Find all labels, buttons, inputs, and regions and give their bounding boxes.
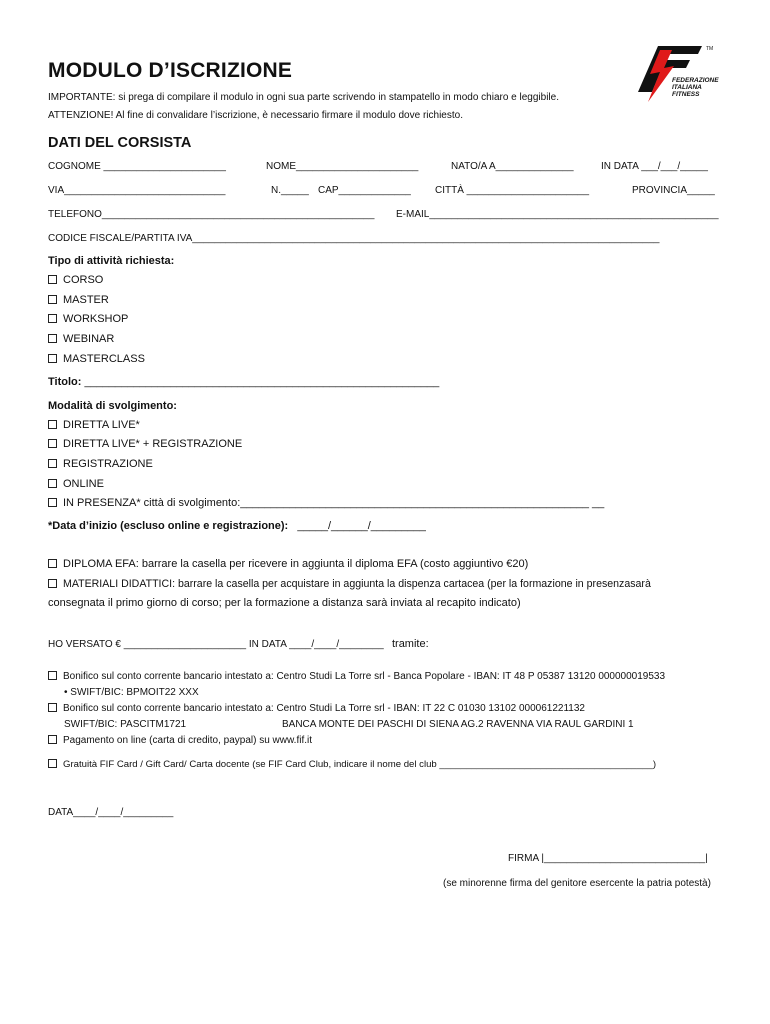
option-presenza[interactable]: IN PRESENZA* città di svolgimento:_________________________________________________________ __ xyxy=(48,497,604,509)
start-date-field[interactable] xyxy=(48,520,426,532)
nome-field[interactable]: NOME______________________ xyxy=(266,161,419,172)
logo-line2: ITALIANA xyxy=(672,84,702,91)
gratuita-option[interactable]: Gratuità FIF Card / Gift Card/ Carta docente (se FIF Card Club, indicare il nome del club ________________________________________) xyxy=(48,759,656,770)
mode-heading: Modalità di svolgimento: xyxy=(48,400,177,412)
checkbox-icon[interactable] xyxy=(48,579,57,588)
checkbox-icon[interactable] xyxy=(48,295,57,304)
cap-field[interactable]: CAP_____________ xyxy=(318,185,411,196)
activity-heading: Tipo di attività richiesta: xyxy=(48,255,175,267)
payment-amount-field[interactable]: HO VERSATO € ______________________ IN DATA ____/____/________ tramite: xyxy=(48,638,429,650)
option-diretta-registrazione[interactable]: DIRETTA LIVE* + REGISTRAZIONE xyxy=(48,438,242,450)
start-date-label: *Data d’inizio (escluso online e registrazione): xyxy=(48,520,289,532)
student-heading: DATI DEL CORSISTA xyxy=(48,135,192,151)
option-diretta-live[interactable]: DIRETTA LIVE* xyxy=(48,419,140,431)
tax-code-field[interactable]: CODICE FISCALE/PARTITA IVA____________________________________________________________________________________ xyxy=(48,233,660,244)
civic-number-field[interactable]: N._____ xyxy=(271,185,309,196)
checkbox-icon[interactable] xyxy=(48,420,57,429)
signature-field[interactable]: FIRMA |_____________________________| xyxy=(508,853,708,864)
phone-field[interactable]: TELEFONO_________________________________________________ xyxy=(48,209,375,220)
checkbox-icon[interactable] xyxy=(48,759,57,768)
logo-line1: FEDERAZIONE xyxy=(672,77,719,84)
bonifico-mps-option[interactable]: Bonifico sul conto corrente bancario intestato a: Centro Studi La Torre srl - IBAN: IT 22 C 01030 13102 000061221132 xyxy=(48,703,585,714)
checkbox-icon[interactable] xyxy=(48,354,57,363)
birthplace-field[interactable]: NATO/A A______________ xyxy=(451,161,574,172)
important-note: IMPORTANTE: si prega di compilare il modulo in ogni sua parte scrivendo in stampatello in modo chiaro e leggibile. xyxy=(48,92,559,103)
online-payment-option[interactable]: Pagamento on line (carta di credito, paypal) su www.fif.it xyxy=(48,735,312,746)
cognome-field[interactable]: COGNOME ______________________ xyxy=(48,161,226,172)
option-online[interactable]: ONLINE xyxy=(48,478,104,490)
option-master[interactable]: MASTER xyxy=(48,294,109,306)
bonifico-mps-swift: SWIFT/BIC: PASCITM1721 xyxy=(64,719,187,730)
province-field[interactable]: PROVINCIA_____ xyxy=(632,185,715,196)
titolo-field[interactable] xyxy=(48,376,439,388)
signature-note: (se minorenne firma del genitore esercente la patria potestà) xyxy=(443,878,711,889)
option-registrazione[interactable]: REGISTRAZIONE xyxy=(48,458,153,470)
checkbox-icon[interactable] xyxy=(48,479,57,488)
checkbox-icon[interactable] xyxy=(48,735,57,744)
checkbox-icon[interactable] xyxy=(48,275,57,284)
checkbox-icon[interactable] xyxy=(48,559,57,568)
checkbox-icon[interactable] xyxy=(48,498,57,507)
titolo-label: Titolo: xyxy=(48,376,82,388)
materiali-text-2: consegnata il primo giorno di corso; per la formazione a distanza sarà inviata al recapito indicato) xyxy=(48,597,521,609)
page-title: MODULO D’ISCRIZIONE xyxy=(48,59,293,82)
fif-logo-icon xyxy=(630,44,730,106)
birthdate-field[interactable]: IN DATA ___/___/_____ xyxy=(601,161,708,172)
start-date-line[interactable]: _____/______/_________ xyxy=(297,520,426,532)
option-masterclass[interactable]: MASTERCLASS xyxy=(48,353,145,365)
fif-logo xyxy=(630,44,730,106)
bonifico-popolare-swift: • SWIFT/BIC: BPMOIT22 XXX xyxy=(64,687,199,698)
email-field[interactable]: E-MAIL____________________________________________________ xyxy=(396,209,719,220)
checkbox-icon[interactable] xyxy=(48,334,57,343)
city-field[interactable]: CITTÀ ______________________ xyxy=(435,185,590,196)
option-workshop[interactable]: WORKSHOP xyxy=(48,313,128,325)
attention-note: ATTENZIONE! Al fine di convalidare l’iscrizione, è necessario firmare il modulo dove richiesto. xyxy=(48,110,463,121)
materiali-option[interactable]: MATERIALI DIDATTICI: barrare la casella per acquistare in aggiunta la dispenza cartacea (per la formazione in presenzasarà xyxy=(48,578,651,590)
logo-line3: FITNESS xyxy=(672,91,700,98)
option-webinar[interactable]: WEBINAR xyxy=(48,333,114,345)
checkbox-icon[interactable] xyxy=(48,671,57,680)
via-field[interactable]: VIA_____________________________ xyxy=(48,185,226,196)
logo-tm: TM xyxy=(706,46,714,52)
checkbox-icon[interactable] xyxy=(48,314,57,323)
checkbox-icon[interactable] xyxy=(48,703,57,712)
bonifico-mps-bank: BANCA MONTE DEI PASCHI DI SIENA AG.2 RAVENNA VIA RAUL GARDINI 1 xyxy=(282,719,634,730)
diploma-option[interactable]: DIPLOMA EFA: barrare la casella per ricevere in aggiunta il diploma EFA (costo aggiuntivo €20) xyxy=(48,558,528,570)
checkbox-icon[interactable] xyxy=(48,459,57,468)
date-field[interactable]: DATA____/____/_________ xyxy=(48,807,174,818)
checkbox-icon[interactable] xyxy=(48,439,57,448)
bonifico-popolare-option[interactable]: Bonifico sul conto corrente bancario intestato a: Centro Studi La Torre srl - Banca Popolare - IBAN: IT 48 P 05387 13120 000000019533 xyxy=(48,671,665,682)
tramite-label: tramite: xyxy=(391,638,429,650)
option-corso[interactable]: CORSO xyxy=(48,274,103,286)
titolo-line[interactable]: __________________________________________________________ xyxy=(84,376,440,388)
